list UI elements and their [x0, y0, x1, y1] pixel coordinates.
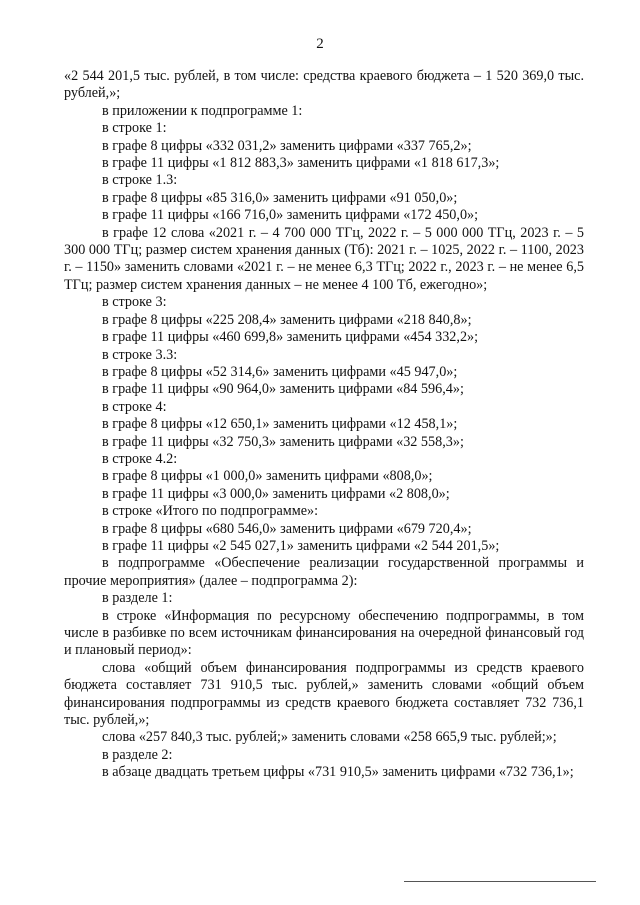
paragraph: слова «общий объем финансирования подпрограммы из средств краевого бюджета составляет 731 910,5 тыс. рублей,» заменить словами «общий объем финансирования подпрограммы из средств краевого бюджета составляет 732 736,1 тыс. рублей,»;	[64, 659, 584, 729]
paragraph: в приложении к подпрограмме 1:	[102, 102, 303, 119]
paragraph: в строке 4:	[102, 398, 167, 415]
paragraph: в графе 8 цифры «52 314,6» заменить цифрами «45 947,0»;	[102, 363, 458, 380]
paragraph: в графе 8 цифры «1 000,0» заменить цифрами «808,0»;	[102, 468, 433, 485]
document-body	[64, 68, 584, 782]
paragraph: в подпрограмме «Обеспечение реализации государственной программы и прочие мероприятия» (далее – подпрограмма 2):	[64, 555, 584, 589]
paragraph: «2 544 201,5 тыс. рублей, в том числе: средства краевого бюджета – 1 520 369,0 тыс. рублей,»;	[64, 68, 584, 102]
paragraph: в разделе 2:	[102, 746, 173, 763]
paragraph: в строке 4.2:	[102, 450, 178, 467]
paragraph: в строке «Итого по подпрограмме»:	[102, 503, 319, 520]
paragraph: в графе 8 цифры «225 208,4» заменить цифрами «218 840,8»;	[102, 311, 472, 328]
paragraph: в строке 1:	[102, 120, 167, 137]
paragraph: в графе 11 цифры «1 812 883,3» заменить цифрами «1 818 617,3»;	[102, 155, 500, 172]
paragraph: в графе 8 цифры «12 650,1» заменить цифрами «12 458,1»;	[102, 416, 458, 433]
paragraph: в строке 3.3:	[102, 346, 178, 363]
paragraph: в графе 8 цифры «680 546,0» заменить цифрами «679 720,4»;	[102, 520, 472, 537]
paragraph: в графе 8 цифры «85 316,0» заменить цифрами «91 050,0»;	[102, 189, 458, 206]
paragraph: в строке 1.3:	[102, 172, 178, 189]
paragraph: в графе 11 цифры «90 964,0» заменить цифрами «84 596,4»;	[102, 381, 464, 398]
paragraph: в графе 11 цифры «32 750,3» заменить цифрами «32 558,3»;	[102, 433, 464, 450]
paragraph: в разделе 1:	[102, 590, 173, 607]
paragraph: в строке «Информация по ресурсному обеспечению подпрограммы, в том числе в разбивке по всем источникам финансирования на очередной финансовый год и плановый период»:	[64, 607, 584, 659]
footer-divider	[404, 881, 596, 882]
paragraph: слова «257 840,3 тыс. рублей;» заменить словами «258 665,9 тыс. рублей;»;	[102, 729, 557, 746]
paragraph: в графе 8 цифры «332 031,2» заменить цифрами «337 765,2»;	[102, 137, 472, 154]
paragraph: в строке 3:	[102, 294, 167, 311]
paragraph: в графе 12 слова «2021 г. – 4 700 000 ТГц, 2022 г. – 5 000 000 ТГц, 2023 г. – 5 300 000 ТГц; размер систем хранения данных (Тб): 2021 г. – 1025, 2022 г. – 1100, 2023 г. – 1150» заменить словами «2021 г. – не менее 6,3 ТГц; 2022 г., 2023 г. – не менее 6,5 ТГц; размер систем хранения данных – не менее 4 100 Тб, ежегодно»;	[64, 224, 584, 293]
paragraph: в абзаце двадцать третьем цифры «731 910,5» заменить цифрами «732 736,1»;	[102, 764, 574, 781]
paragraph: в графе 11 цифры «3 000,0» заменить цифрами «2 808,0»;	[102, 485, 450, 502]
paragraph: в графе 11 цифры «460 699,8» заменить цифрами «454 332,2»;	[102, 329, 479, 346]
paragraph: в графе 11 цифры «166 716,0» заменить цифрами «172 450,0»;	[102, 207, 479, 224]
paragraph: в графе 11 цифры «2 545 027,1» заменить цифрами «2 544 201,5»;	[102, 537, 500, 554]
page-number: 2	[316, 36, 324, 52]
